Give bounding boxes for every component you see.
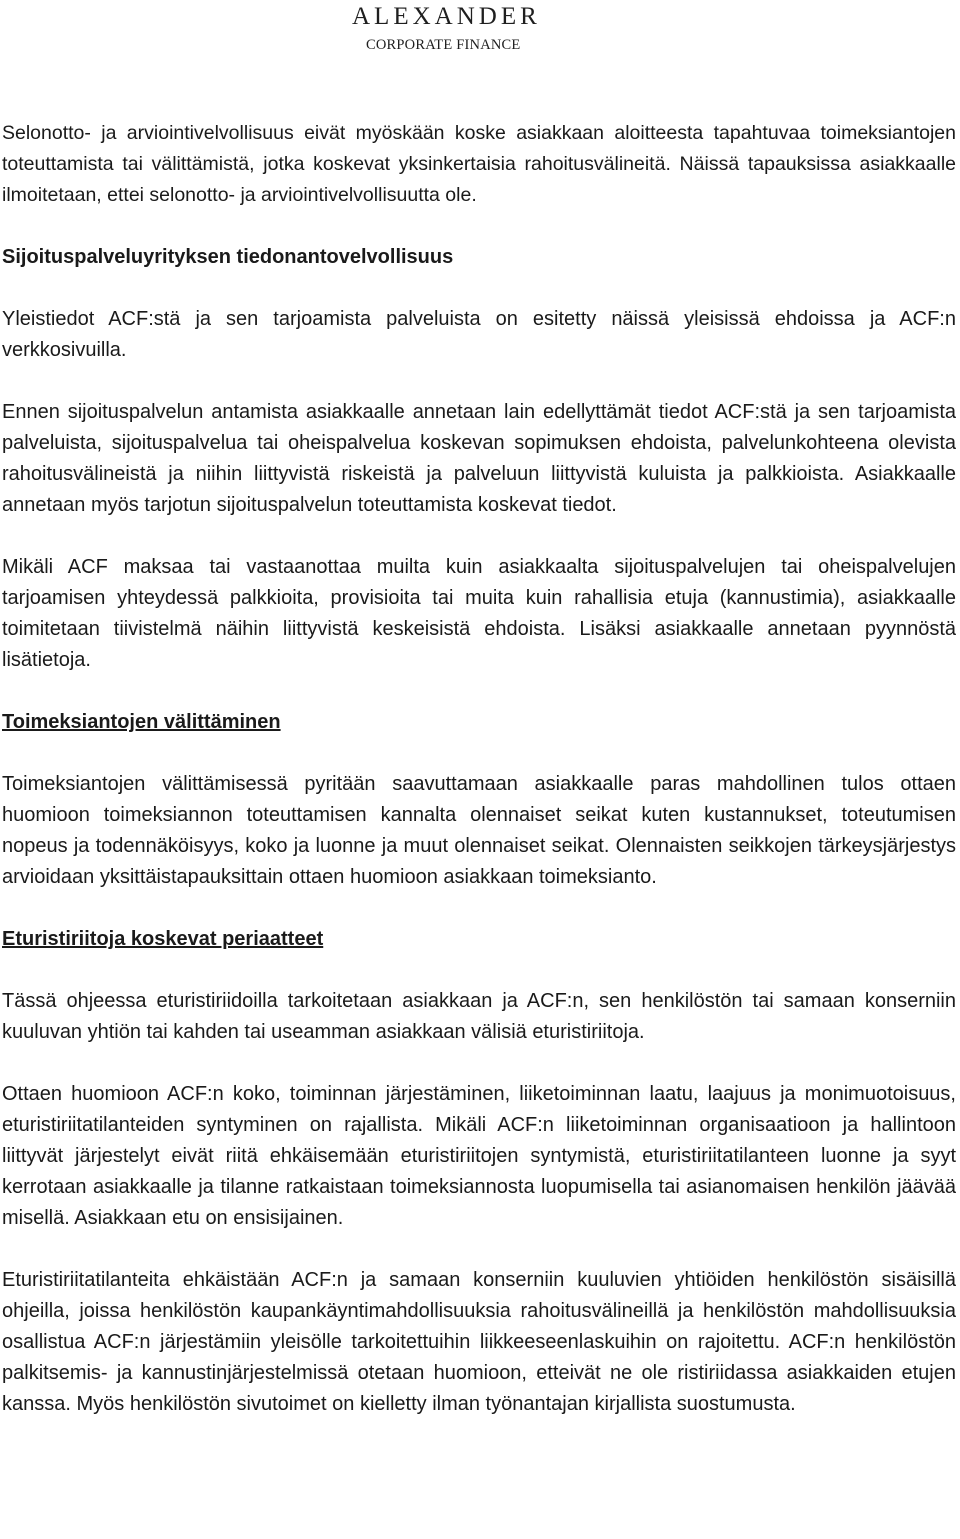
paragraph-general-info: Yleistiedot ACF:stä ja sen tarjoamista palveluista on esitetty näissä yleisissä ehdoissa ja ACF:n verkkosivuilla. [2,308,956,361]
paragraph-inducements: Mikäli ACF maksaa tai vastaanottaa muilta kuin asiakkaalta sijoituspalvelujen tai oheispalvelujen tarjoamisen yhteydessä palkkioita, provisioita tai muita kuin rahallisia etuja (kannustimia), asiakkaalle toimitetaan tiivistelmä näihin liittyvistä keskeisistä ehdoista. Lisäksi asiakkaalle annetaan pyynnöstä lisätietoja. [2,556,956,671]
heading-conflicts-of-interest: Eturistiriitoja koskevat periaatteet [2,928,324,950]
heading-disclosure-obligation: Sijoituspalveluyrityksen tiedonantovelvollisuus [2,246,454,268]
paragraph-conflicts-scope: Ottaen huomioon ACF:n koko, toiminnan järjestäminen, liiketoiminnan laatu, laajuus ja monimuotoisuus, eturistiriitatilanteiden syntyminen on rajallista. Mikäli ACF:n liiketoiminnan organisaatioon ja hallintoon liittyvät järjestelyt eivät riitä ehkäisemään eturistiriitojen syntymistä, eturistiriitatilanteen luonne ja syyt kerrotaan asiakkaalle ja tilanne ratkaistaan toimeksiannosta luopumisella tai asianomaisen henkilön jäävää​misellä. Asiakkaan etu on ensisijainen. [2,1083,956,1229]
document-body [2,118,956,1420]
paragraph-conflicts-prevention: Eturistiriitatilanteita ehkäistään ACF:n ja samaan konserniin kuuluvien yhtiöiden henkilöstön sisäisillä ohjeilla, joissa henkilöstön kaupankäyntimahdollisuuksia rahoitusvälineillä ja henkilöstön mahdollisuuksia osallistua ACF:n järjestämiin yleisölle tarkoitettuihin liikkeeseenlaskuihin on rajoitettu. ACF:n henkilöstön palkitsemis- ja kannustinjärjestelmissä otetaan huomioon, etteivät ne ole ristiriidassa asiakkaiden etujen kanssa. Myös henkilöstön sivutoimet on kielletty ilman työnantajan kirjallista suostumusta. [2,1269,956,1415]
paragraph-conflicts-definition: Tässä ohjeessa eturistiriidoilla tarkoitetaan asiakkaan ja ACF:n, sen henkilöstön tai samaan konserniin kuuluvan yhtiön tai kahden tai useamman asiakkaan välisiä eturistiriitoja. [2,990,956,1043]
paragraph-order-transmission: Toimeksiantojen välittämisessä pyritään saavuttamaan asiakkaalle paras mahdollinen tulos ottaen huomioon toimeksiannon toteuttamisen kannalta olennaiset seikat kuten kustannukset, toteutumisen nopeus ja todennäköisyys, koko ja luonne ja muut olennaiset seikat. Olennaisten seikkojen tärkeysjärjestys arvioidaan yksittäistapauksittain ottaen huomioon asiakkaan toimeksianto. [2,773,956,888]
logo-subtitle: CORPORATE FINANCE [366,37,521,53]
intro-paragraph: Selonotto- ja arviointivelvollisuus eivät myöskään koske asiakkaan aloitteesta tapahtuvaa toimeksiantojen toteuttamista tai välittämistä, jotka koskevat yksinkertaisia rahoitusvälineitä. Näissä tapauksissa asiakkaalle ilmoitetaan, ettei selonotto- ja arviointivelvollisuutta ole. [2,122,956,206]
company-logo [352,2,552,54]
logo-name: ALEXANDER [352,3,541,30]
heading-order-transmission: Toimeksiantojen välittäminen [2,711,281,733]
paragraph-before-service: Ennen sijoituspalvelun antamista asiakkaalle annetaan lain edellyttämät tiedot ACF:stä ja sen tarjoamista palveluista, sijoituspalvelua tai oheispalvelua koskevan sopimuksen ehdoista, palvelunkohteena olevista rahoitusvälineistä ja niihin liittyvistä riskeistä ja palveluun liittyvistä kuluista ja palkkioista. Asiakkaalle annetaan myös tarjotun sijoituspalvelun toteuttamista koskevat tiedot. [2,401,956,516]
